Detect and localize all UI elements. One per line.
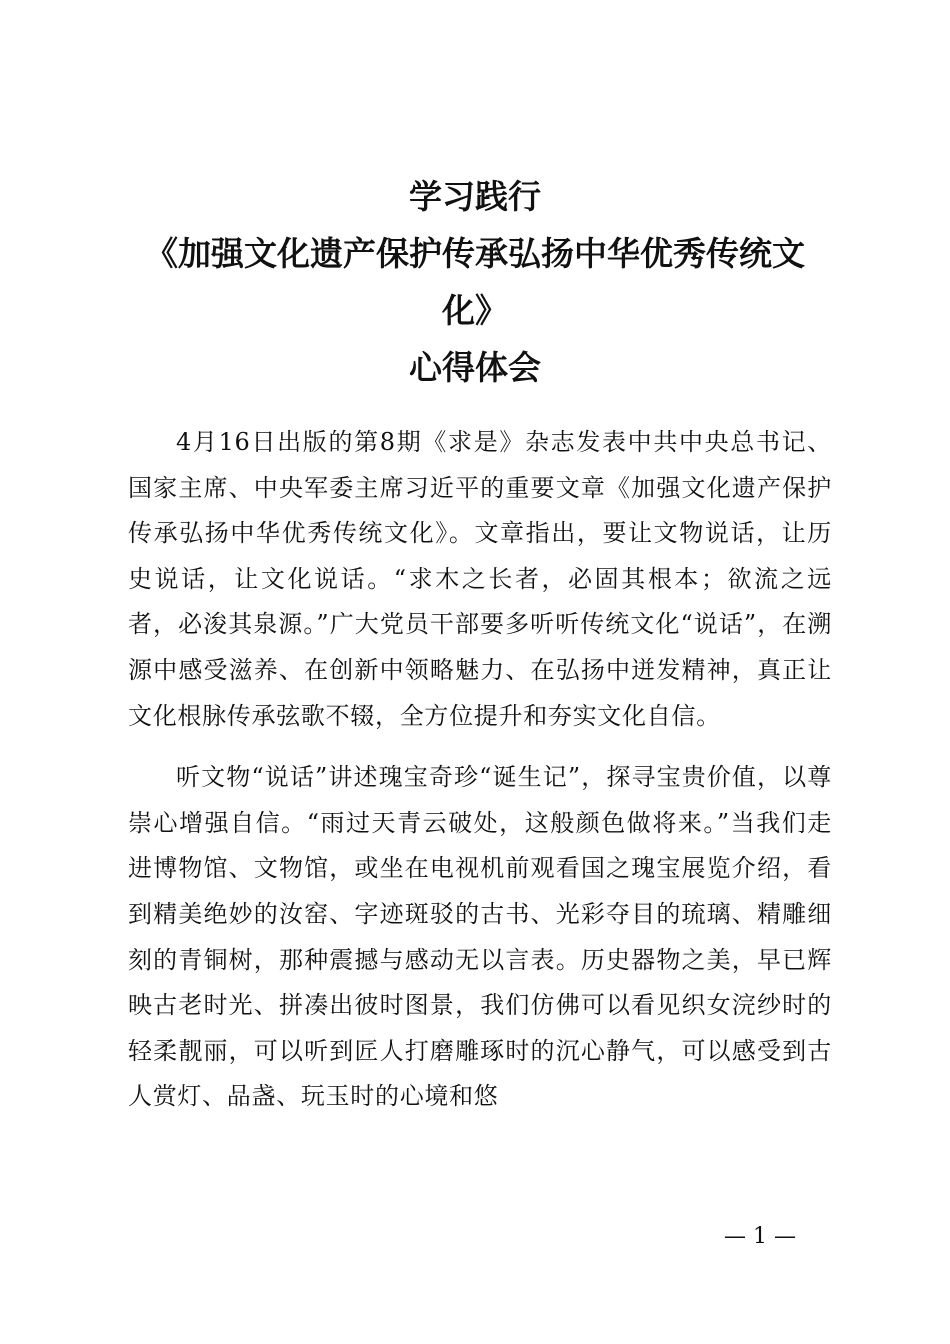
title-line-2: 《加强文化遗产保护传承弘扬中华优秀传统文 (145, 234, 805, 273)
paragraph-2: 听文物“说话”讲述瑰宝奇珍“诞生记”，探寻宝贵价值，以尊崇心增强自信。“雨过天青云破处，这般颜色做将来。”当我们走进博物馆、文物馆，或坐在电视机前观看国之瑰宝展览介绍，看到精美绝妙的汝窑、字迹斑驳的古书、光彩夺目的琉璃、精雕细刻的青铜树，那种震撼与感动无以言表。历史器物之美，早已辉映古老时光、拼凑出彼时图景，我们仿佛可以看见织女浣纱时的轻柔靓丽，可以听到匠人打磨雕琢时的沉心静气，可以感受到古人赏灯、品盏、玩玉时的心境和悠 (128, 763, 832, 1111)
document-title (120, 168, 830, 396)
title-line-3: 化》 (442, 291, 508, 330)
paragraph-1: 4月16日出版的第8期《求是》杂志发表中共中央总书记、国家主席、中央军委主席习近平的重要文章《加强文化遗产保护传承弘扬中华优秀传统文化》。文章指出，要让文物说话，让历史说话，让文化说话。“求木之长者，必固其根本；欲流之远者，必浚其泉源。”广大党员干部要多听听传统文化“说话”，在溯源中感受滋养、在创新中领略魅力、在弘扬中迸发精神，真正让文化根脉传承弦歌不辍，全方位提升和夯实文化自信。 (128, 428, 832, 730)
title-line-4: 心得体会 (409, 348, 541, 387)
title-line-1: 学习践行 (409, 177, 541, 216)
document-body (128, 420, 832, 1120)
page-number: — 1 — (724, 1224, 796, 1249)
